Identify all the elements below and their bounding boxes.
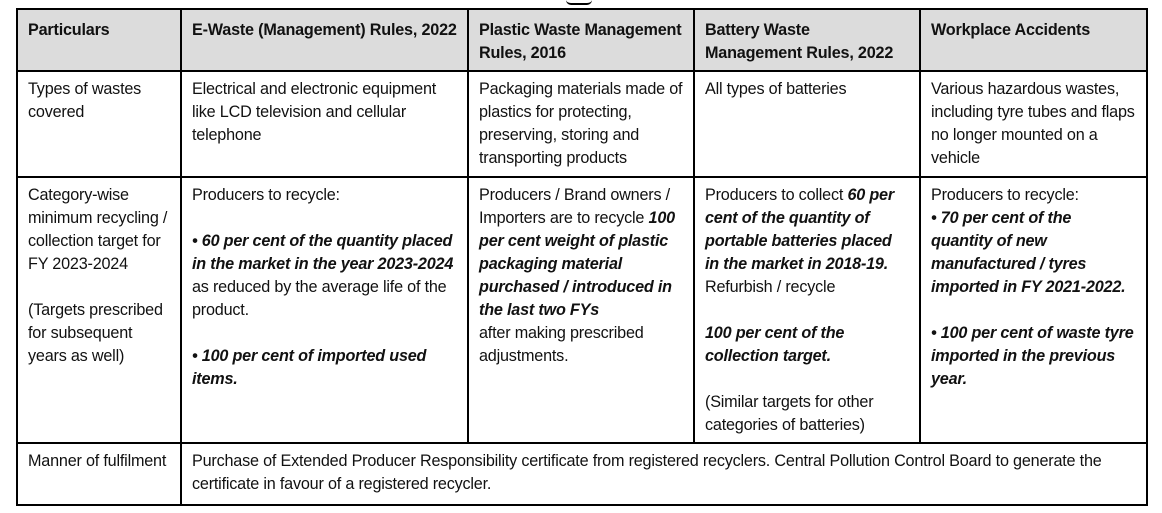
battery-note: (Similar targets for other categories of batteries) <box>705 393 874 434</box>
header-particulars: Particulars <box>17 9 181 71</box>
battery-rest: Refurbish / recycle <box>705 278 836 296</box>
cell-types-plastic: Packaging materials made of plastics for protecting, preserving, storing and transporting products <box>468 71 694 177</box>
ewaste-intro: Producers to recycle: <box>192 186 340 204</box>
header-workplace-accidents: Workplace Accidents <box>920 9 1147 71</box>
ewaste-bullet-2-bold: • 100 per cent of imported used items. <box>192 347 427 388</box>
battery-intro: Producers to collect <box>705 186 848 204</box>
row-label-types: Types of wastes covered <box>17 71 181 177</box>
targets-label: Category-wise minimum recycling / collection target for FY 2023-2024 <box>28 186 168 273</box>
row-label-manner: Manner of fulfilment <box>17 443 181 505</box>
table-row <box>17 71 1147 177</box>
accidents-bullet-1-bold: • 70 per cent of the quantity of new manufactured / tyres imported in FY 2021-2022. <box>931 209 1126 296</box>
cell-targets-accidents <box>920 177 1147 443</box>
header-plastic-rules: Plastic Waste Management Rules, 2016 <box>468 9 694 71</box>
cell-types-ewaste: Electrical and electronic equipment like LCD television and cellular telephone <box>181 71 468 177</box>
cell-targets-ewaste <box>181 177 468 443</box>
header-battery-rules: Battery Waste Management Rules, 2022 <box>694 9 920 71</box>
cropped-heading-fragment <box>560 0 600 6</box>
cell-targets-plastic <box>468 177 694 443</box>
table-row <box>17 177 1147 443</box>
accidents-bullet-2-bold: • 100 per cent of waste tyre imported in the previous year. <box>931 324 1134 388</box>
header-ewaste-rules: E-Waste (Management) Rules, 2022 <box>181 9 468 71</box>
battery-bold-2: 100 per cent of the collection target. <box>705 324 845 365</box>
plastic-bold: 100 per cent weight of plastic packaging material purchased / introduced in the last two FYs <box>479 209 675 319</box>
cell-types-accidents: Various hazardous wastes, including tyre tubes and flaps no longer mounted on a vehicle <box>920 71 1147 177</box>
cell-manner-text: Purchase of Extended Producer Responsibility certificate from registered recyclers. Central Pollution Control Board to generate the certificate in favour of a registered recycler. <box>181 443 1147 505</box>
plastic-rest: after making prescribed adjustments. <box>479 324 644 365</box>
plastic-intro: Producers / Brand owners / Importers are to recycle <box>479 186 670 227</box>
epr-comparison-table <box>16 8 1148 506</box>
table-header-row <box>17 9 1147 71</box>
cell-targets-battery <box>694 177 920 443</box>
battery-bold: 60 per cent of the quantity of portable batteries placed in the market in 2018-19. <box>705 186 894 273</box>
row-label-targets <box>17 177 181 443</box>
table-row <box>17 443 1147 505</box>
cell-types-battery: All types of batteries <box>694 71 920 177</box>
ewaste-bullet-1-rest: as reduced by the average life of the product. <box>192 278 447 319</box>
accidents-intro: Producers to recycle: <box>931 186 1079 204</box>
targets-label-note: (Targets prescribed for subsequent years as well) <box>28 301 163 365</box>
ewaste-bullet-1-bold: • 60 per cent of the quantity placed in the market in the year 2023-2024 <box>192 232 454 273</box>
